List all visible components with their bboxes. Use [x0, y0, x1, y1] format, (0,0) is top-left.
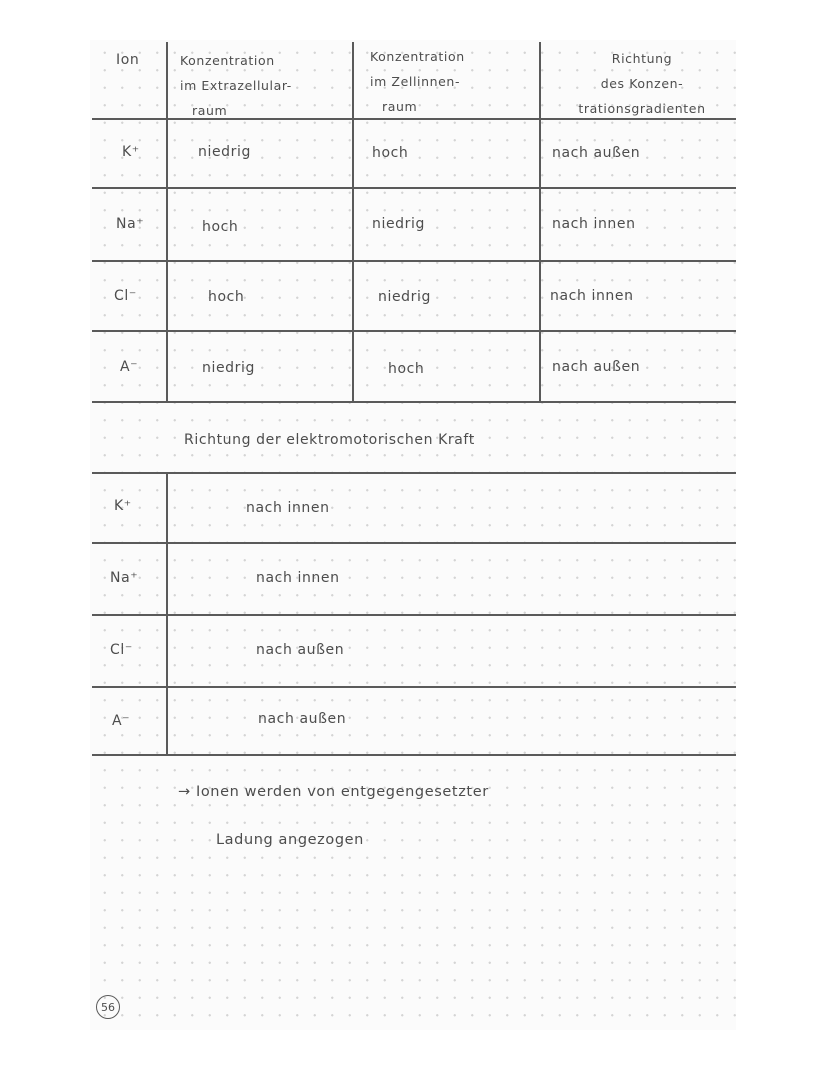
ion-label: Na⁺ — [110, 570, 139, 586]
ion-label: K⁺ — [122, 144, 140, 160]
cell-extra: niedrig — [198, 144, 251, 160]
emf-table-title: Richtung der elektromotorischen Kraft — [184, 432, 475, 448]
cell-extra: hoch — [208, 289, 245, 305]
cell-direction: nach außen — [552, 145, 641, 161]
header-line: im Extrazellular- — [180, 78, 292, 93]
header-line: raum — [192, 103, 228, 118]
cell-emf-direction: nach innen — [246, 500, 330, 516]
table-rule — [92, 472, 736, 474]
header-ion: Ion — [116, 52, 140, 68]
ion-label: K⁺ — [114, 498, 132, 514]
cell-intra: niedrig — [372, 216, 425, 232]
cell-direction: nach außen — [552, 359, 641, 375]
cell-intra: hoch — [372, 145, 409, 161]
cell-extra: hoch — [202, 219, 239, 235]
ion-label: A⁻ — [112, 713, 131, 729]
header-line: Konzentration — [180, 53, 275, 68]
table-rule — [92, 686, 736, 688]
table-rule — [92, 754, 736, 756]
table-rule — [92, 260, 736, 262]
note-line-2: Ladung angezogen — [216, 832, 364, 848]
table-column-rule — [539, 42, 541, 402]
cell-emf-direction: nach außen — [256, 642, 345, 658]
cell-intra: niedrig — [378, 289, 431, 305]
table-rule — [92, 401, 736, 403]
table-rule — [92, 614, 736, 616]
table-column-rule — [352, 42, 354, 402]
notebook-page — [90, 40, 736, 1030]
cell-intra: hoch — [388, 361, 425, 377]
ion-label: A⁻ — [120, 359, 139, 375]
page-number: 56 — [96, 995, 120, 1019]
header-line: trationsgradienten — [578, 101, 706, 116]
header-line: des Konzen- — [600, 76, 684, 91]
note-line-1: → Ionen werden von entgegengesetzter — [178, 784, 489, 800]
header-intracellular — [370, 44, 465, 119]
ion-label: Cl⁻ — [110, 642, 133, 658]
table-column-rule — [166, 42, 168, 402]
ion-label: Cl⁻ — [114, 288, 137, 304]
ion-label: Na⁺ — [116, 216, 145, 232]
table-column-rule — [166, 472, 168, 755]
cell-extra: niedrig — [202, 360, 255, 376]
header-extracellular — [180, 48, 292, 123]
table-rule — [92, 187, 736, 189]
header-line: raum — [382, 99, 418, 114]
cell-emf-direction: nach außen — [258, 711, 347, 727]
cell-emf-direction: nach innen — [256, 570, 340, 586]
table-rule — [92, 330, 736, 332]
header-gradient-direction — [552, 46, 732, 121]
header-line: Konzentration — [370, 49, 465, 64]
cell-direction: nach innen — [550, 288, 634, 304]
cell-direction: nach innen — [552, 216, 636, 232]
header-line: Richtung — [611, 51, 673, 66]
header-line: im Zellinnen- — [370, 74, 461, 89]
table-rule — [92, 542, 736, 544]
